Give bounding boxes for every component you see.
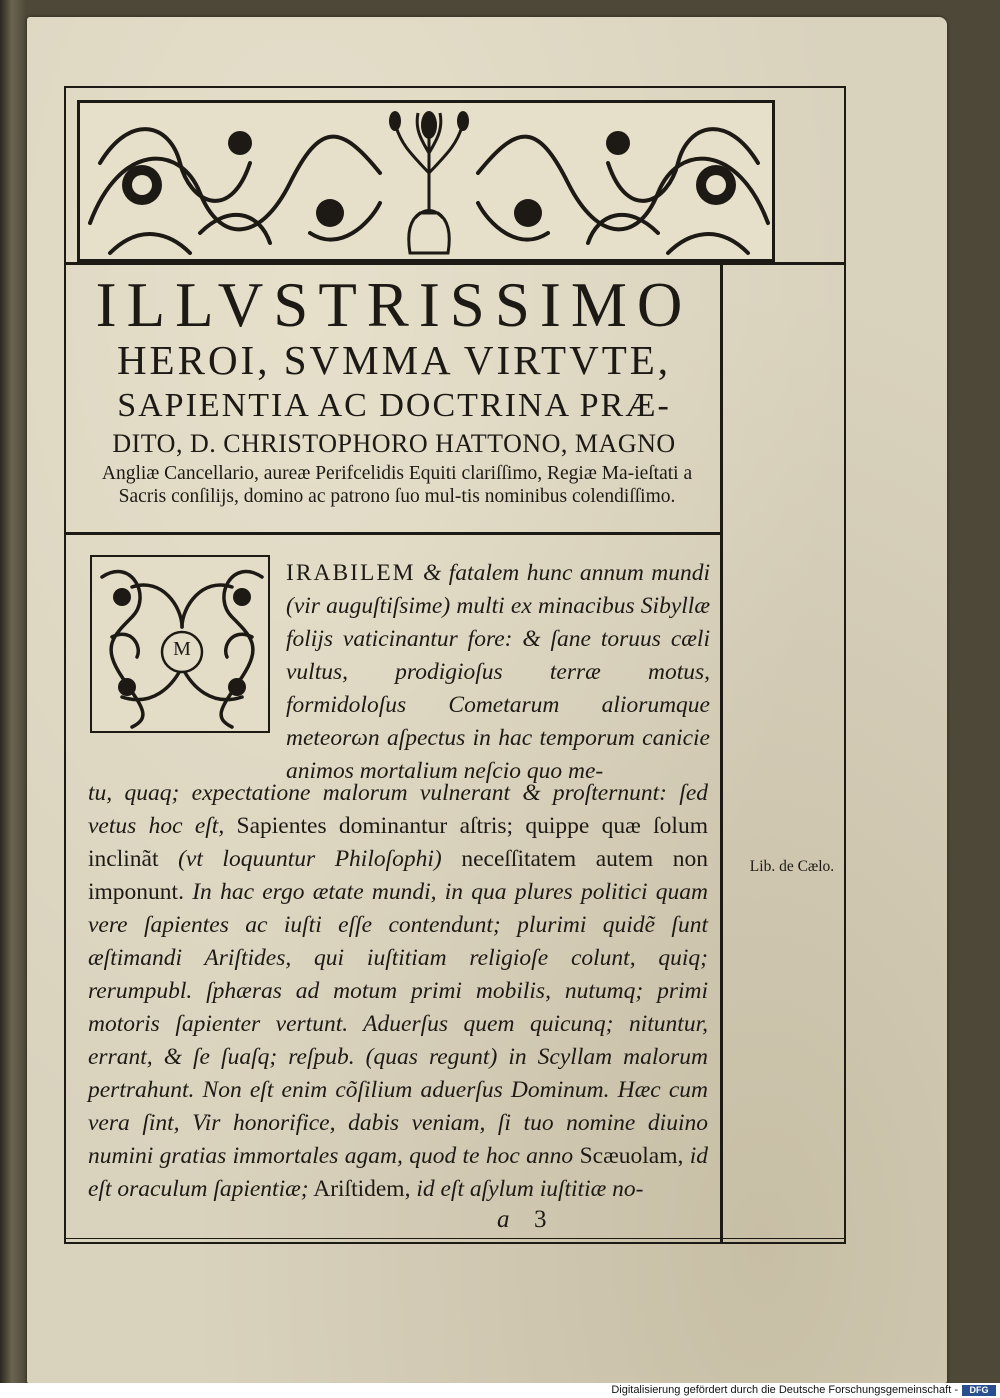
dedication-text: Angliæ Cancellario, aureæ Perifcelidis Equiti clariſſimo, Regiæ Ma-ieſtati a Sacris conſilijs, domino ac patrono ſuo mul-tis nominibus colendiſſimo. — [101, 463, 693, 507]
ornament-scroll-icon — [80, 103, 775, 262]
body-line-c: (vt loquuntur Philoſophi) — [178, 846, 442, 872]
body-line-f: Scæuolam, — [579, 1143, 684, 1169]
footer-credit: Digitalisierung gefördert durch die Deutsche Forschungsgemeinschaft - — [611, 1384, 958, 1396]
body-line-d: neceſſitatem autem non imponunt. — [88, 846, 708, 905]
footer-bar — [0, 1383, 1000, 1398]
title-line-2: HEROI, SVMMA VIRTVTE, — [116, 337, 672, 383]
title-divider-rule — [66, 532, 722, 535]
header-bottom-rule — [64, 262, 846, 265]
body-main — [88, 777, 708, 1206]
body-line-e: In hac ergo ætate mundi, in qua plures politici quam vere ſapientes ac iuſti eſſe contendunt; plurimi quidẽ ſunt æſtimandi Ariſtides, qui iuſtitiam religioſe colunt, quiq; rerumpubl. ſphæras ad motum primi mobilis, nutumq; primi motoris ſapienter vertunt. Aduerſus quem quicunq; nituntur, errant, & ſe ſuaſq; reſpub. (quas regunt) in Scyllam malorum pertrahunt. Non eſt enim cõſilium aduerſus Dominum. Hæc cum vera ſint, Vir honorifice, dabis veniam, ſi tuo nomine diuino numini gratias immortales agam, quod te hoc anno — [88, 879, 709, 1169]
body-line-h: Ariſtidem, — [313, 1176, 411, 1202]
body-line-b: Sapientes dominantur aſtris; quippe quæ ſolum inclinãt — [88, 813, 708, 872]
signature-mark: a — [497, 1206, 510, 1233]
body-line-a: tu, quaq; expectatione malorum vulnerant & proſternunt: ſed vetus hoc eſt, — [88, 780, 708, 839]
opening-caps: IRABILEM — [286, 560, 416, 586]
body-line-i: id eſt aſylum iuſtitiæ no- — [416, 1176, 644, 1202]
dfg-logo-icon: DFG — [962, 1385, 996, 1396]
body-line-g: id eſt oraculum ſapientiæ; — [88, 1143, 709, 1202]
page-number: 3 — [534, 1206, 547, 1233]
margin-note: Lib. de Cælo. — [749, 858, 835, 875]
body-opening — [286, 557, 710, 788]
header-ornament — [77, 100, 775, 262]
title-line-4: DITO, D. CHRISTOPHORO HATTONO, MAGNO — [112, 429, 676, 458]
opening-lines: & fatalem hunc annum mundi (vir auguſtiſsime) multi ex minacibus Sibyllæ folijs vaticinantur fore: & ſane toruus cæli vultus, prodigioſus terræ motus, formidoloſus Cometarum aliorumque meteorωn aſpectus in hac temporum canicie animos mortalium neſcio quo me- — [286, 560, 711, 784]
title-line-1: ILLVSTRISSIMO — [95, 270, 693, 340]
initial-letter: M — [173, 638, 191, 660]
decorated-initial — [90, 555, 270, 733]
title-line-3: SAPIENTIA AC DOCTRINA PRÆ- — [117, 387, 671, 424]
footer-inner-rule — [64, 1238, 846, 1239]
